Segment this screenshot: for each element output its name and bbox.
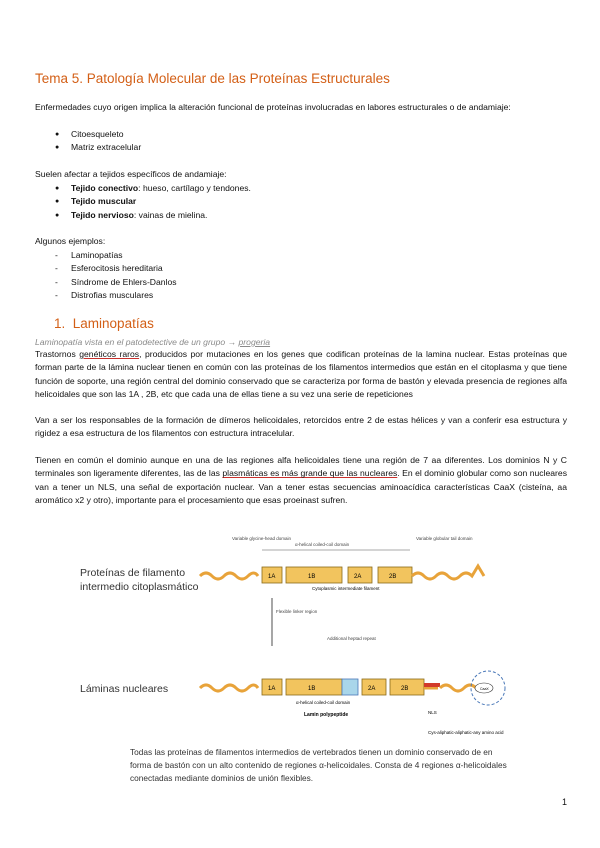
section-heading bbox=[54, 316, 154, 331]
p1-start: Trastornos bbox=[35, 349, 80, 359]
list-item: - Distrofias musculares bbox=[35, 289, 177, 302]
list-item: - Laminopatías bbox=[35, 249, 177, 262]
tissue-detail: : hueso, cartílago y tendones. bbox=[138, 183, 251, 193]
tail-domain-top bbox=[412, 566, 484, 579]
variable-tail-label: Variable globular tail domain bbox=[416, 536, 473, 541]
subtitle-text: Laminopatía vista en el patodetective de un grupo bbox=[35, 337, 226, 347]
label-cyto-line2: intermedio citoplasmático bbox=[80, 581, 199, 593]
p3-underlined: plasmáticas es más grande que las nucleares bbox=[222, 468, 398, 479]
seg-label: 2B bbox=[401, 686, 409, 692]
tissues-intro: Suelen afectar a tejidos específicos de andamiaje: bbox=[35, 169, 227, 179]
caax-note: Cys-aliphatic-aliphatic-any amino acid bbox=[428, 730, 504, 735]
paragraph-2: Van a ser los responsables de la formación de dímeros helicoidales, retorcidos entre 2 de estas hélices y van a conferir esa estructura y rigidez a esa estructura de los filamentos con estructura intracelular. bbox=[35, 415, 567, 439]
rod-domain-label: α-helical coiled-coil domain bbox=[296, 700, 351, 705]
seg-label: 2B bbox=[389, 574, 397, 580]
section-number: 1. bbox=[54, 316, 66, 331]
list-item bbox=[35, 182, 251, 195]
seg-label: 1A bbox=[268, 686, 276, 692]
seg-label: 2A bbox=[354, 574, 362, 580]
paragraph-3 bbox=[35, 454, 567, 507]
label-cyto-line1: Proteínas de filamento bbox=[80, 567, 186, 579]
page-title: Tema 5. Patología Molecular de las Proteínas Estructurales bbox=[35, 71, 390, 86]
nls-label: NLS bbox=[428, 710, 437, 715]
figure-caption: Todas las proteínas de filamentos intermedios de vertebrados tienen un dominio conservado de en forma de bastón con un alto contenido de regiones α-helicoidales. Consta de 4 regiones α-helicoidales conectadas mediante dominios de unión flexibles. bbox=[130, 747, 507, 783]
flexible-linker-label: Flexible linker region bbox=[276, 609, 318, 614]
examples-intro: Algunos ejemplos: bbox=[35, 236, 106, 246]
variable-head-label: Variable glycine-head domain bbox=[232, 536, 291, 541]
page-number: 1 bbox=[562, 797, 568, 807]
head-domain-top bbox=[200, 573, 258, 579]
progeria-link[interactable]: progeria bbox=[238, 337, 271, 347]
additional-heptad-label: Additional heptad repeat bbox=[327, 636, 376, 641]
list-item bbox=[35, 209, 251, 222]
seg-label: 1B bbox=[308, 686, 316, 692]
section-title: Laminopatías bbox=[72, 316, 154, 331]
p1-underlined: genéticos raros bbox=[79, 349, 140, 359]
list-item bbox=[35, 195, 251, 208]
list-item: - Esferocitosis hereditaria bbox=[35, 262, 177, 275]
paragraph-1 bbox=[35, 348, 567, 401]
list-item: ● Citoesqueleto bbox=[35, 128, 141, 141]
p3-rest: . En el dominio globular como son nucleares van a tener un NLS, una señal de exportación nuclear. Van a tener estas secuencias aminoacídica características CaaX (cisteína, aa aromático x2 y otro), importante para el procesamiento que esas proeinast sufren. bbox=[35, 468, 567, 505]
list-item: ● Matriz extracelular bbox=[35, 141, 141, 154]
head-domain-bottom bbox=[200, 685, 258, 691]
p3-start: Tienen en común el dominio aunque en una de las regiones alfa helicoidales tiene una región de 7 aa diferentes. Los dominios N y C terminales son ligeramente diferentes, las de las bbox=[35, 455, 567, 479]
seg-label: 1A bbox=[268, 574, 276, 580]
coiled-coil-label: α-helical coiled-coil domain bbox=[295, 542, 350, 547]
tissue-list bbox=[35, 182, 251, 222]
seg-label: 1B bbox=[308, 574, 316, 580]
p1-rest: , producidos por mutaciones en los genes que codifican proteínas de la lamina nuclear. Estas proteínas que forman parte de la lámina nuclear tienen en común con las proteínas de los filamentos intermedios que están en el citoplasma y que tiene función de soporte, una región central del dominio conservado que se caracteriza por forma de bastón y elevada presencia de regiones alfa helicoidales que son las 1A , 2B, etc que cada una de ellas tiene a su vez una serie de repeticiones bbox=[35, 349, 568, 399]
cyto-if-label: Cytoplasmic intermediate filament bbox=[312, 586, 380, 591]
lamin-polypeptide-label: Lamin polypeptide bbox=[304, 712, 349, 718]
tissue-detail: : vainas de mielina. bbox=[133, 209, 208, 220]
seg-label: 2A bbox=[368, 686, 376, 692]
label-lamin: Láminas nucleares bbox=[80, 683, 169, 695]
tissue-name: Tejido conectivo bbox=[71, 183, 139, 193]
list-item: - Síndrome de Ehlers-Danlos bbox=[35, 276, 177, 289]
arrow-icon: → bbox=[227, 337, 237, 347]
tissue-name: Tejido nervioso bbox=[71, 209, 134, 220]
intro-list bbox=[35, 128, 141, 155]
tissue-name: Tejido muscular bbox=[71, 196, 137, 207]
tail-domain-bottom-2 bbox=[440, 685, 476, 691]
nls-box bbox=[424, 683, 440, 687]
examples-list bbox=[35, 249, 177, 302]
extra-heptad-segment bbox=[342, 679, 358, 695]
caax-text: CaaX bbox=[480, 687, 489, 691]
intro-paragraph: Enfermedades cuyo origen implica la alteración funcional de proteínas involucradas en labores estructurales o de andamiaje: bbox=[35, 102, 511, 112]
section-subtitle bbox=[35, 337, 270, 347]
